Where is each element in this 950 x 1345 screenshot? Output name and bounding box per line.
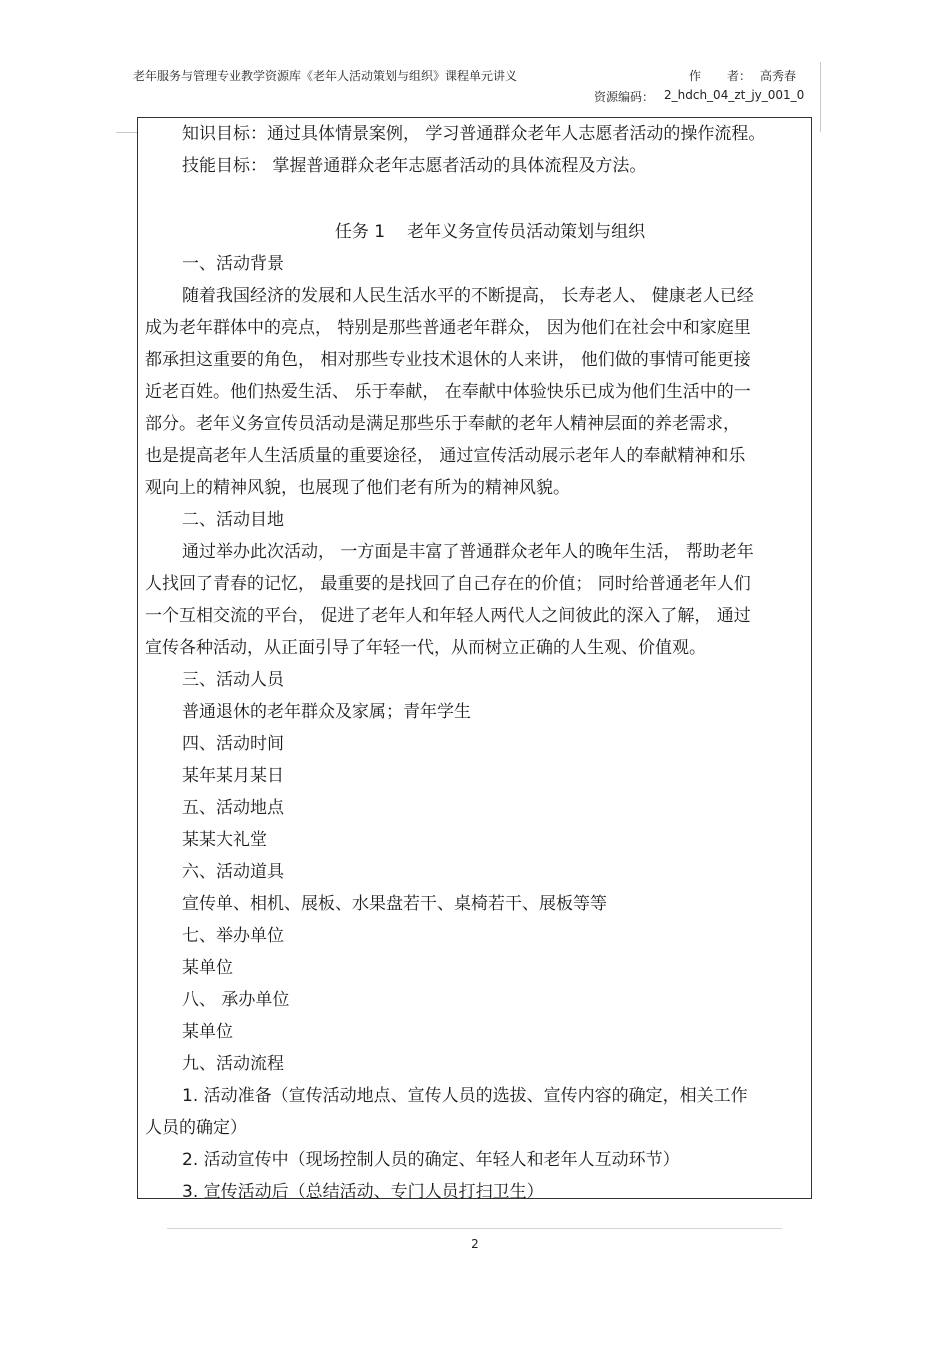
section-heading: 二、活动目地 <box>182 510 284 530</box>
section-text: 某单位 <box>182 958 233 978</box>
process-step-continued: 人员的确定） <box>145 1118 247 1138</box>
background-line: 成为老年群体中的亮点， 特别是那些普通老年群众， 因为他们在社会中和家庭里 <box>145 318 751 338</box>
background-line: 观向上的精神风貌，也展现了他们老有所为的精神风貌。 <box>145 478 570 498</box>
process-step: 3. 宣传活动后（总结活动、专门人员打扫卫生） <box>182 1182 544 1202</box>
document-body <box>145 118 805 1208</box>
purpose-line: 宣传各种活动，从正面引导了年轻一代，从而树立正确的人生观、价值观。 <box>145 638 706 658</box>
author-name: 高秀春 <box>760 69 797 83</box>
section-heading: 五、活动地点 <box>182 798 284 818</box>
process-step: 1. 活动准备（宣传活动地点、宣传人员的选拔、宣传内容的确定，相关工作 <box>182 1086 748 1106</box>
section-text: 普通退休的老年群众及家属；青年学生 <box>182 702 471 722</box>
author-label <box>689 67 751 84</box>
background-line: 都承担这重要的角色， 相对那些专业技术退休的人来讲， 他们做的事情可能更接 <box>145 350 751 370</box>
resource-code-label: 资源编码： <box>594 90 655 104</box>
background-line: 部分。老年义务宣传员活动是满足那些乐于奉献的老年人精神层面的养老需求， <box>145 414 740 434</box>
purpose-line: 人找回了青春的记忆， 最重要的是找回了自己存在的价值； 同时给普通老年人们 <box>145 574 751 594</box>
section-heading: 七、举办单位 <box>182 926 284 946</box>
section-text: 宣传单、相机、展板、水果盘若干、桌椅若干、展板等等 <box>182 894 607 914</box>
process-step: 2. 活动宣传中（现场控制人员的确定、年轻人和老年人互动环节） <box>182 1150 680 1170</box>
section-text: 某某大礼堂 <box>182 830 267 850</box>
section-heading: 一、活动背景 <box>182 254 284 274</box>
section-heading: 三、活动人员 <box>182 670 284 690</box>
section-heading: 四、活动时间 <box>182 734 284 754</box>
skill-objective: 技能目标： 掌握普通群众老年志愿者活动的具体流程及方法。 <box>182 156 647 176</box>
background-line: 随着我国经济的发展和人民生活水平的不断提高， 长寿老人、 健康老人已经 <box>182 286 754 306</box>
knowledge-objective: 知识目标：通过具体情景案例， 学习普通群众老年人志愿者活动的操作流程。 <box>182 124 766 144</box>
header-rule-right <box>820 62 821 132</box>
page-number: 2 <box>471 1237 479 1251</box>
author-label-part-1: 作 <box>689 69 702 83</box>
purpose-line: 通过举办此次活动， 一方面是丰富了普通群众老年人的晚年生活， 帮助老年 <box>182 542 754 562</box>
task-title <box>145 216 805 248</box>
background-line: 也是提高老年人生活质量的重要途径， 通过宣传活动展示老年人的奉献精神和乐 <box>145 446 746 466</box>
header-rule-left <box>116 132 138 133</box>
resource-code: 2_hdch_04_zt_jy_001_0 <box>664 88 805 102</box>
section-heading: 六、活动道具 <box>182 862 284 882</box>
purpose-line: 一个互相交流的平台， 促进了老年人和年轻人两代人之间彼此的深入了解， 通过 <box>145 606 751 626</box>
section-heading: 八、 承办单位 <box>182 990 290 1010</box>
author-label-part-2: 者： <box>727 69 752 83</box>
task-name: 老年义务宣传员活动策划与组织 <box>407 222 646 242</box>
background-line: 近老百姓。他们热爱生活、 乐于奉献， 在奉献中体验快乐已成为他们生活中的一 <box>145 382 751 402</box>
section-heading: 九、活动流程 <box>182 1054 284 1074</box>
section-text: 某年某月某日 <box>182 766 284 786</box>
section-text: 某单位 <box>182 1022 233 1042</box>
task-number: 任务 1 <box>334 222 386 242</box>
footer-rule <box>167 1228 782 1229</box>
course-title: 老年服务与管理专业教学资源库《老年人活动策划与组织》课程单元讲义 <box>133 69 518 83</box>
